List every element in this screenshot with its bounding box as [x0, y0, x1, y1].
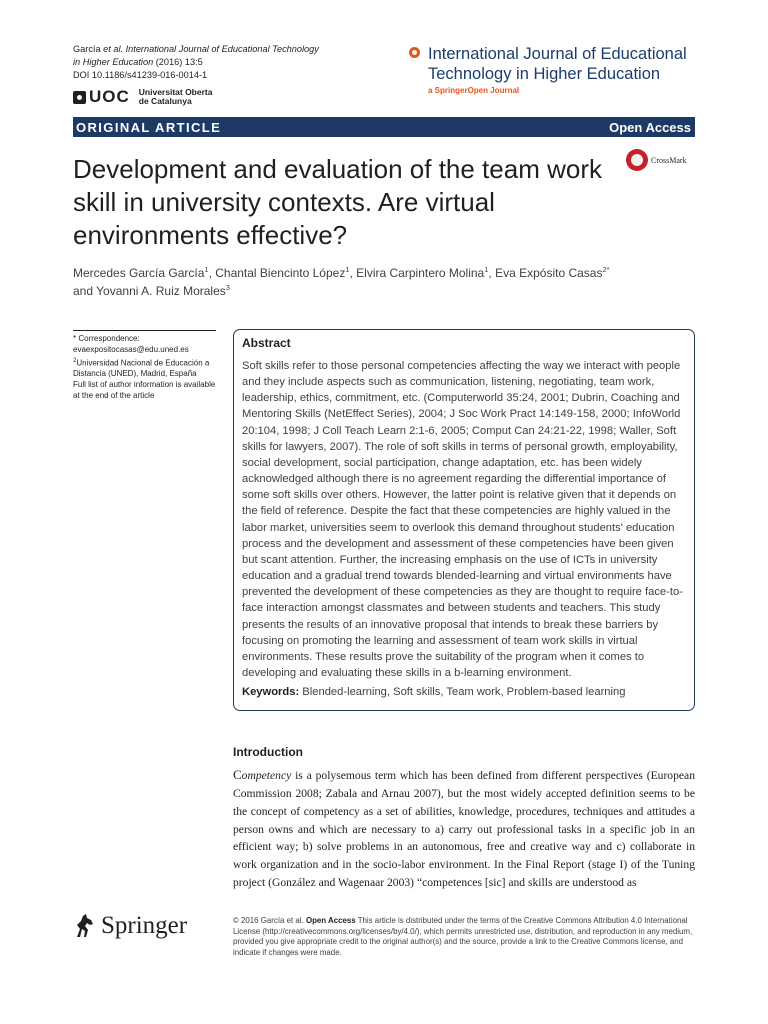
introduction-body: [233, 766, 695, 892]
citation-year-volume: (2016) 13:5: [153, 57, 203, 67]
introduction-emphasis: ompetency: [241, 769, 292, 782]
license-text: This article is distributed under the terms of the Creative Commons Attribution 4.0 International License (http://creativecommons.org/licenses/by/4.0/), which permits unrestricted use, distribution, and reproduction in any medium, provided you give appropriate credit to the original author(s) and the source, provide a link to the Creative Commons license, and indicate if changes were made.: [233, 916, 693, 957]
journal-logo: [409, 44, 699, 95]
journal-logo-line2: Technology in Higher Education: [428, 65, 661, 83]
open-access-label: Open Access: [609, 119, 691, 135]
uoc-logo-icon: [73, 91, 86, 104]
correspondence-email[interactable]: evaexpositocasas@edu.uned.es: [73, 344, 189, 354]
author-affiliation-sup: 1: [204, 265, 209, 274]
doi-link[interactable]: DOI 10.1186/s41239-016-0014-1: [73, 70, 208, 80]
journal-logo-subtitle: a SpringerOpen Journal: [428, 86, 520, 95]
uoc-logo: [73, 86, 212, 108]
introduction-drop-letter: C: [233, 767, 242, 782]
uoc-logo-text: UOC: [89, 87, 130, 106]
crossmark-label: CrossMark: [651, 155, 687, 165]
springer-logo: [73, 912, 187, 940]
correspondence-note: Full list of author information is available at the end of the article: [73, 379, 216, 400]
license-open-access: Open Access: [305, 916, 356, 925]
springer-horse-icon: [73, 913, 95, 939]
license-notice: [233, 916, 695, 958]
citation-journal-line2: in Higher Education: [73, 57, 154, 67]
author-list: [73, 264, 673, 300]
introduction-text: is a polysemous term which has been defined from different perspectives (European Commission 2008; Zabala and Arnau 2007), but the most widely accepted definition seems to be the concept of competency as a set of abilities, knowledge, procedures, techniques and attitudes a person owns and which are necessary to a) carry out professional tasks in a specific job in an efficient way; b) solve problems in an autonomous, free and creative way and c) collaborate in work organization and in the socio-labor environment. In the Final Report (stage I) of the Tuning project (González and Wagenaar 2003) “competences [sic] and skills are understood as: [233, 769, 695, 890]
author-affiliation-sup: 1: [484, 265, 489, 274]
author-affiliation-sup: 1: [345, 265, 350, 274]
article-title: Development and evaluation of the team work skill in university contexts. Are virtual environments effective?: [73, 154, 602, 250]
citation-authors: García: [73, 44, 104, 54]
keywords-line: [242, 686, 686, 698]
article-type-label: ORIGINAL ARTICLE: [76, 119, 222, 135]
abstract-heading: Abstract: [242, 336, 291, 350]
correspondence-affiliation-sup: 2: [73, 357, 77, 364]
author-affiliation-sup: 2*: [602, 265, 610, 274]
author-name: Elvira Carpintero Molina: [356, 266, 485, 280]
citation-etal: et al.: [103, 44, 124, 54]
journal-logo-line1: International Journal of Educational: [428, 45, 687, 63]
correspondence-divider: [73, 330, 216, 331]
abstract-box: [233, 329, 695, 711]
author-separator: ,: [208, 266, 216, 280]
uoc-name-line2: de Catalunya: [138, 96, 192, 106]
author-name: Mercedes García García: [73, 266, 205, 280]
uoc-name-line1: Universitat Oberta: [138, 86, 213, 97]
keywords-list: Blended-learning, Soft skills, Team work, Problem-based learning: [299, 686, 626, 699]
author-separator: ,: [488, 266, 496, 280]
license-copyright: © 2016 García et al.: [233, 916, 306, 925]
abstract-body: Soft skills refer to those personal competencies affecting the way we interact with people and they include aspects such as communication, listening, negotiating, team work, leadership, ethics, commitment, etc. (Computerworld 35:24, 2001; Dubrin, Coaching and Mentoring Skills (NetEffect Series), 2004; J Soc Work Pract 14:149-158, 2000; InfoWorld 20:104, 1998; J Coll Teach Learn 2:1-6, 2005; Comput Can 24:21-22, 1998; Waller, Soft skills for lawyers, 2007). The role of soft skills in terms of personal growth, employability, social development, social participation, change adaptation, etc. has been widely acknowledged although there is no agreement regarding the differential importance of some soft skills over others. However, the latter point is relative given that it depends on the field of reference. Despite the fact that these competencies are highly valued in the labor market, universities seem to overlook this demand throughout students' education process and the development and assessment of these competencies have been given but scant attention. Further, the increasing emphasis on the use of ICTs in university education and a gradual trend towards blended-learning and virtual environments have prevented the development of these competencies as they are thought to require face-to-face interaction amongst classmates and between students and teachers. This study presents the results of an innovative proposal that intends to break these barriers by focusing on promoting the learning and assessment of team work skills in virtual environments. These results prove the suitability of the program when it comes to developing and evaluating these skills in a b-learning environment.: [242, 360, 683, 679]
author-name: and Yovanni A. Ruiz Morales: [73, 284, 226, 298]
author-name: Eva Expósito Casas: [495, 266, 603, 280]
springer-wordmark: Springer: [101, 912, 188, 939]
correspondence-block: [73, 334, 223, 401]
correspondence-affiliation: Universidad Nacional de Educación a Distancia (UNED), Madrid, España: [73, 358, 210, 379]
author-affiliation-sup: 3: [225, 283, 230, 292]
author-separator: ,: [349, 266, 357, 280]
author-name: Chantal Biencinto López: [215, 266, 346, 280]
keywords-label: Keywords:: [242, 686, 300, 699]
crossmark-icon: [626, 149, 648, 171]
introduction-heading: Introduction: [233, 745, 303, 759]
correspondence-label: * Correspondence:: [73, 334, 140, 343]
article-type-bar: [73, 117, 695, 137]
crossmark-badge[interactable]: [626, 149, 687, 171]
citation-journal-line1: International Journal of Educational Technology: [123, 44, 319, 54]
citation-block: [73, 43, 363, 82]
springeropen-logo-icon: [409, 47, 420, 58]
